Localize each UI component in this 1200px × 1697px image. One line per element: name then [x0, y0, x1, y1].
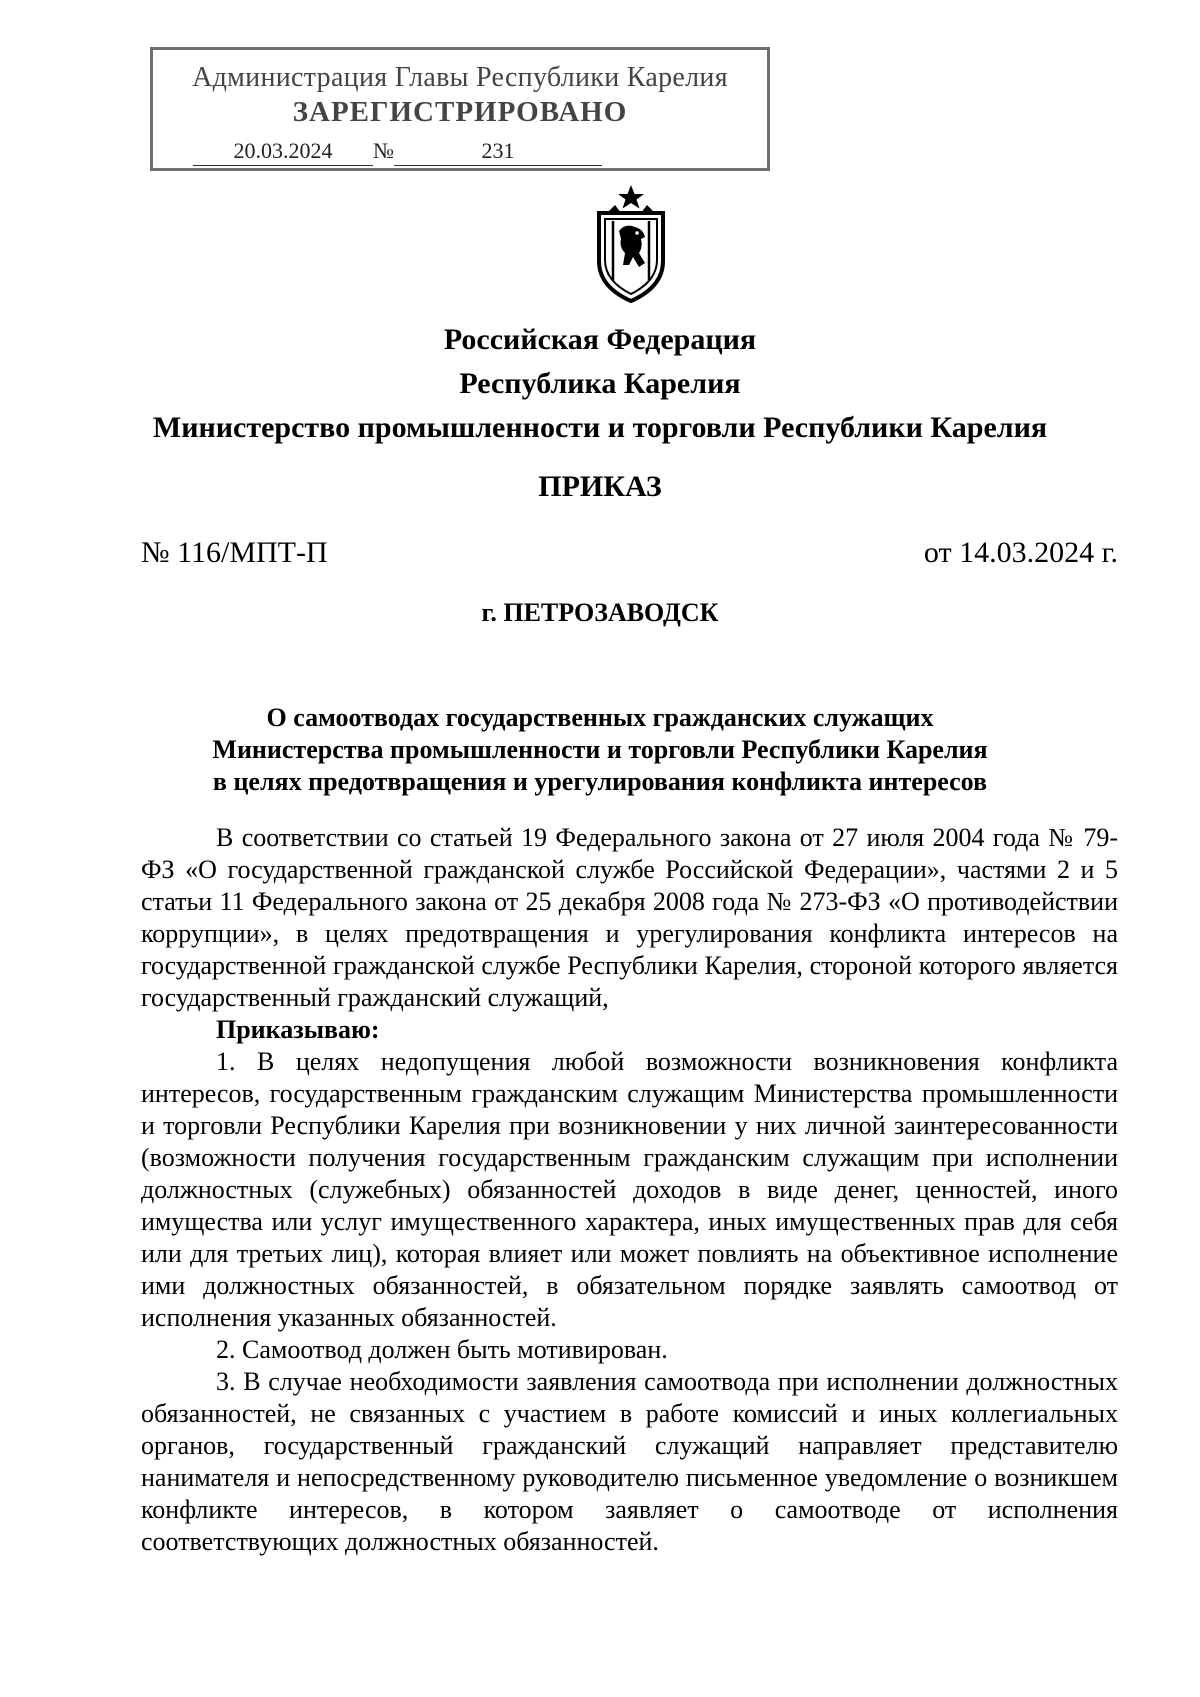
order-meta	[141, 536, 1118, 570]
header-ministry: Министерство промышленности и торговли Республики Карелия	[152, 411, 1048, 444]
order-item-2: 2. Самоотвод должен быть мотивирован.	[216, 1335, 668, 1364]
order-city: г. ПЕТРОЗАВОДСК	[481, 598, 719, 627]
stamp-date: 20.03.2024	[193, 138, 373, 166]
stamp-number-label: №	[373, 138, 394, 163]
order-title: ПРИКАЗ	[538, 470, 662, 503]
subject-line-2: Министерства промышленности и торговли Республики Карелия	[212, 735, 988, 764]
order-subject	[0, 702, 1200, 798]
subject-line-3: в целях предотвращения и урегулирования конфликта интересов	[212, 767, 988, 796]
header-republic: Республика Карелия	[459, 367, 741, 400]
order-date: от 14.03.2024 г.	[923, 536, 1118, 569]
subject-line-1: О самоотводах государственных гражданских служащих	[266, 703, 934, 732]
stamp-status: ЗАРЕГИСТРИРОВАНО	[292, 96, 628, 128]
order-item-3: 3. В случае необходимости заявления самоотвода при исполнении должностных обязанностей, не связанных с участием в работе комиссий и иных коллегиальных органов, государственный гражданский служащий направляет представителю нанимателя и непосредственному руководителю письменное уведомление о возникшем конфликте интересов, в котором заявляет о самоотводе от исполнения соответствующих должностных обязанностей.	[141, 1367, 1118, 1556]
registration-stamp	[150, 47, 770, 171]
order-number: № 116/МПТ-П	[141, 536, 328, 569]
stamp-number: 231	[394, 138, 602, 166]
header-country: Российская Федерация	[443, 323, 757, 356]
order-item-1: 1. В целях недопущения любой возможности возникновения конфликта интересов, государственным гражданским служащим Министерства промышленности и торговли Республики Карелия при возникновении у них личной заинтересованности (возможности получения государственным гражданским служащим при исполнении должностных (служебных) обязанностей доходов в виде денег, ценностей, иного имущества или услуг имущественного характера, иных имущественных прав для себя или для третьих лиц), которая влияет или может повлиять на объективное исполнение ими должностных обязанностей, в обязательном порядке заявлять самоотвод от исполнения указанных обязанностей.	[141, 1047, 1118, 1332]
stamp-registration-line	[193, 138, 602, 166]
karelia-coat-of-arms-icon	[585, 183, 677, 305]
order-body	[141, 822, 1118, 1558]
stamp-organization: Администрация Главы Республики Карелия	[192, 62, 728, 93]
preamble-paragraph: В соответствии со статьей 19 Федерального закона от 27 июля 2004 года № 79-ФЗ «О государственной гражданской службе Российской Федерации», частями 2 и 5 статьи 11 Федерального закона от 25 декабря 2008 года № 273-ФЗ «О противодействии коррупции», в целях предотвращения и урегулирования конфликта интересов на государственной гражданской службе Республики Карелия, стороной которого является государственный гражданский служащий,	[141, 823, 1118, 1012]
order-directive-heading: Приказываю:	[216, 1015, 380, 1044]
